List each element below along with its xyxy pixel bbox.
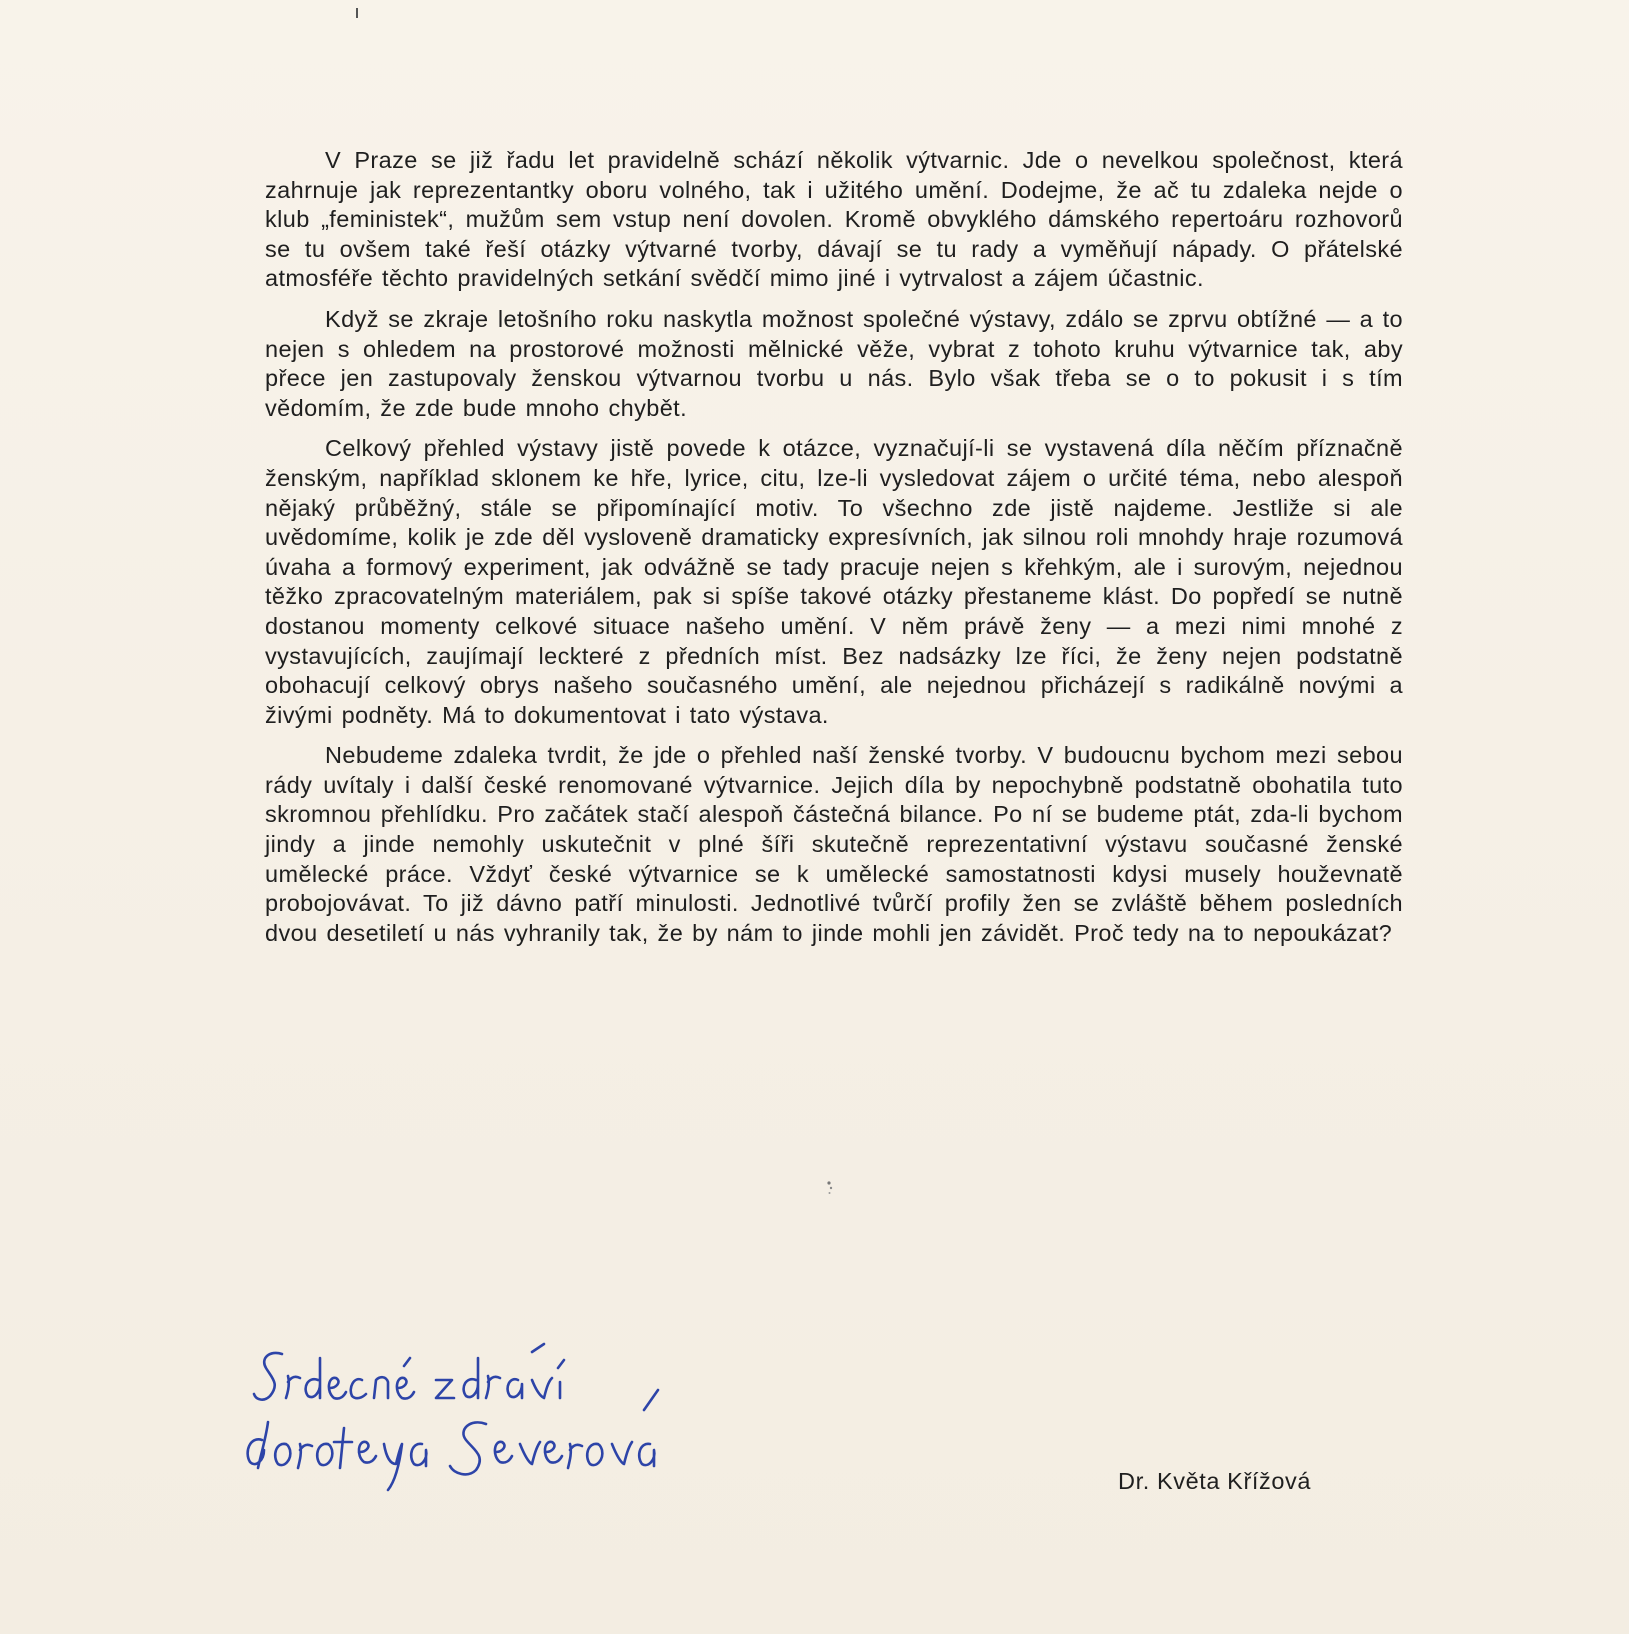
- handwritten-signature: [240, 1340, 700, 1520]
- document-body: [265, 146, 1403, 959]
- paragraph-4: Nebudeme zdaleka tvrdit, že jde o přehled naší ženské tvorby. V budoucnu bychom mezi sebou rády uvítaly i další české renomované výtvarnice. Jejich díla by nepochybně podstatně obohatila tuto skromnou přehlídku. Pro začátek stačí alespoň částečná bilance. Po ní se budeme ptát, zda-li bychom jindy a jinde nemohly uskutečnit v plné šíři skutečně reprezentativní výstavu současné ženské umělecké práce. Vždyť české výtvarnice se k umělecké samostatnosti kdysi musely houževnatě probojovávat. To již dávno patří minulosti. Jednotlivé tvůrčí profily žen se zvláště během posledních dvou desetiletí u nás vyhranily tak, že by nám to jinde mohli jen závidět. Proč tedy na to nepoukázat?: [265, 742, 1403, 946]
- margin-tick-mark: [356, 8, 358, 18]
- paragraph-1: V Praze se již řadu let pravidelně schází několik výtvarnic. Jde o nevelkou společnost, která zahrnuje jak reprezentantky oboru volného, tak i užitého umění. Dodejme, že ač tu zdaleka nejde o klub „feministek“, mužům sem vstup není dovolen. Kromě obvyklého dámského repertoáru rozhovorů se tu ovšem také řeší otázky výtvarné tvorby, dávají se tu rady a vyměňují nápady. O přátelské atmosféře těchto pravidelných setkání svědčí mimo jiné i vytrvalost a zájem účastnic.: [265, 147, 1403, 292]
- author-name: Dr. Květa Křížová: [1118, 1468, 1312, 1494]
- paper-speck: [826, 1180, 834, 1196]
- paragraph-3: Celkový přehled výstavy jistě povede k otázce, vyznačují-li se vystavená díla něčím příznačně ženským, například sklonem ke hře, lyrice, citu, lze-li vysledovat zájem o určité téma, nebo alespoň nějaký průběžný, stále se připomínající motiv. To všechno zde jistě najdeme. Jestliže si ale uvědomíme, kolik je zde děl vysloveně dramaticky expresívních, jak silnou roli mnohdy hraje rozumová úvaha a formový experiment, jak odvážně se tady pracuje nejen s křehkým, ale i surovým, nejednou těžko zpracovatelným materiálem, pak si spíše takové otázky přestaneme klást. Do popředí se nutně dostanou momenty celkové situace našeho umění. V něm právě ženy — a mezi nimi mnohé z vystavujících, zaujímají leckteré z předních míst. Bez nadsázky lze říci, že ženy nejen podstatně obohacují celkový obrys našeho současného umění, ale nejednou přicházejí s radikálně novými a živými podněty. Má to dokumentovat i tato výstava.: [265, 435, 1403, 728]
- signature-drawing: [240, 1340, 700, 1520]
- paragraph-2: Když se zkraje letošního roku naskytla možnost společné výstavy, zdálo se zprvu obtížné — a to nejen s ohledem na prostorové možnosti mělnické věže, vybrat z tohoto kruhu výtvarnice tak, aby přece jen zastupovaly ženskou výtvarnou tvorbu u nás. Bylo však třeba se o to pokusit i s tím vědomím, že zde bude mnoho chybět.: [265, 305, 1403, 421]
